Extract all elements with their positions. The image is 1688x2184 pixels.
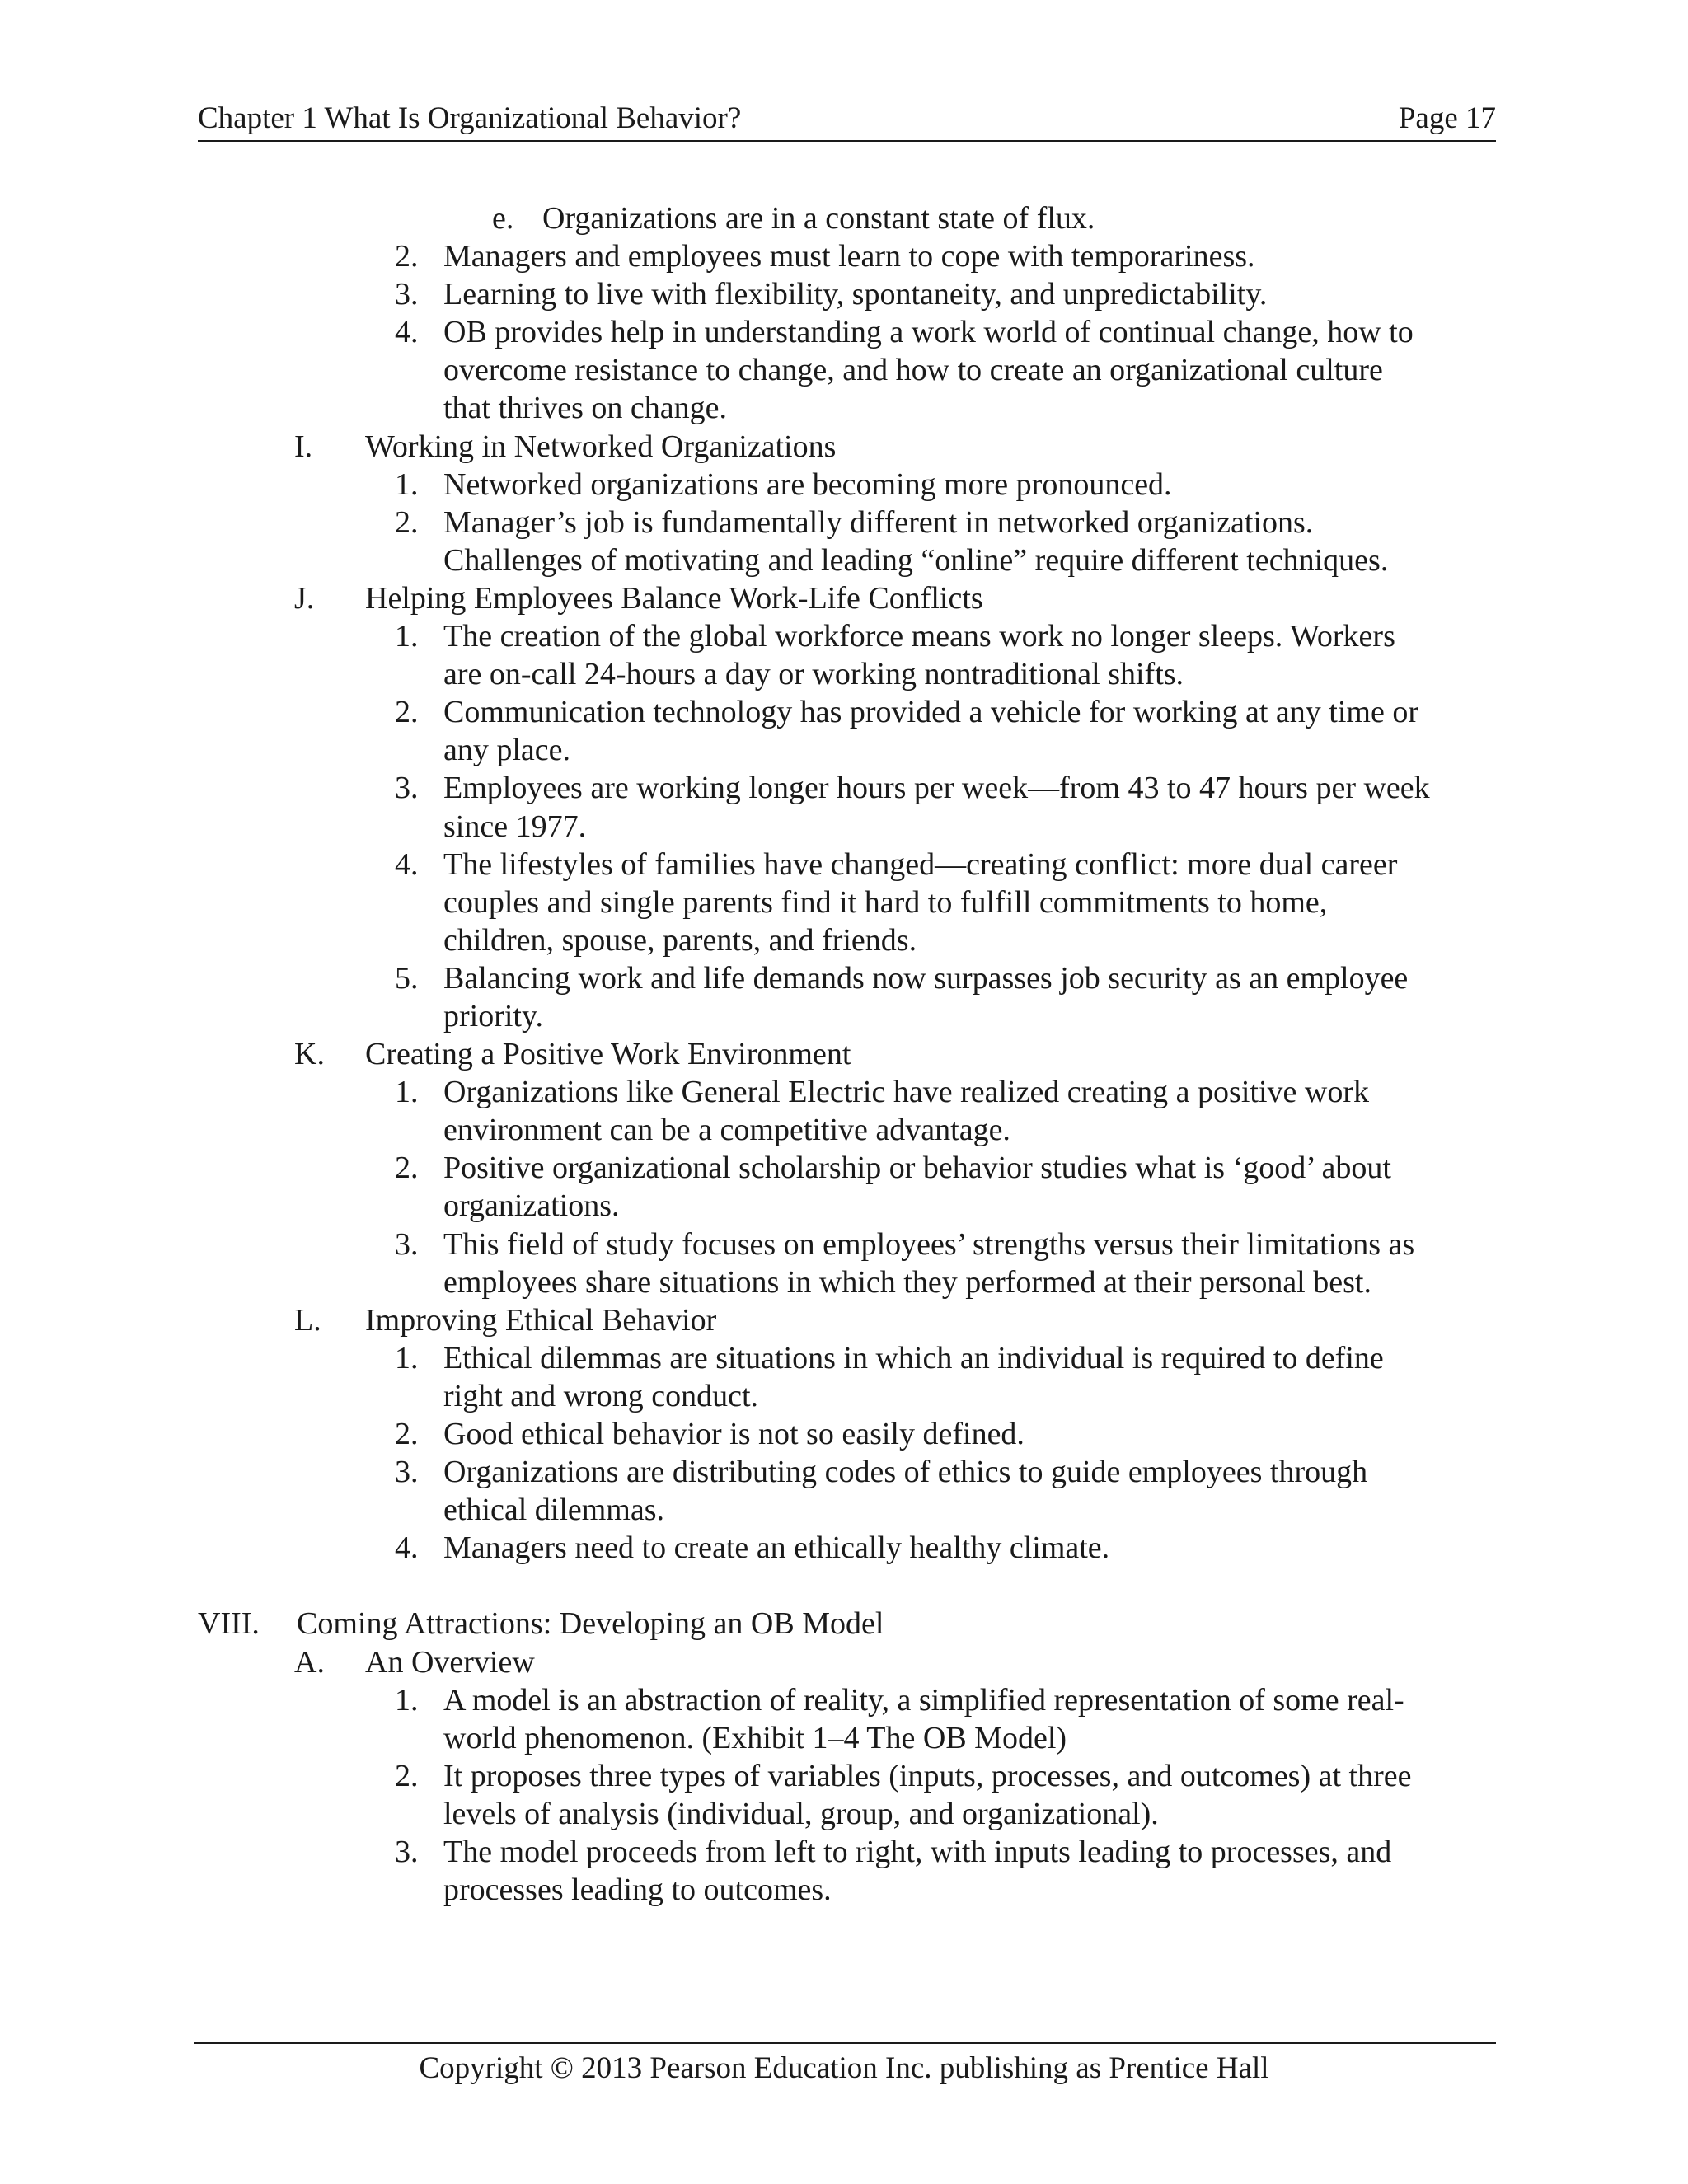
outline-text: since 1977. [443, 808, 587, 844]
outline-text: that thrives on change. [443, 391, 728, 426]
outline-line [0, 655, 1688, 693]
outline-line [0, 1301, 1688, 1339]
copyright-footer: Copyright © 2013 Pearson Education Inc. publishing as Prentice Hall [419, 2051, 1269, 2085]
outline-marker: 2. [395, 1417, 419, 1451]
outline-marker: 1. [395, 1682, 419, 1718]
outline-marker: I. [294, 429, 313, 464]
outline-text: Improving Ethical Behavior [365, 1302, 717, 1338]
outline-text: Communication technology has provided a vehicle for working at any time or [443, 695, 1418, 730]
outline-text: right and wrong conduct. [443, 1378, 759, 1413]
outline-text: couples and single parents find it hard to fulfill commitments to home, [443, 884, 1328, 920]
outline-line [0, 351, 1688, 389]
outline-line [0, 617, 1688, 655]
outline-text: This field of study focuses on employees’ strengths versus their limitations as [443, 1226, 1415, 1262]
outline-line [0, 1111, 1688, 1149]
outline-text: Organizations are distributing codes of ethics to guide employees through [443, 1455, 1368, 1490]
outline-line [0, 389, 1688, 427]
outline-line [0, 199, 1688, 237]
outline-text: Ethical dilemmas are situations in which an individual is required to define [443, 1340, 1384, 1376]
outline-text: processes leading to outcomes. [443, 1872, 832, 1908]
outline-line [0, 1491, 1688, 1529]
outline-text: Challenges of motivating and leading “online” require different techniques. [443, 542, 1389, 578]
outline-line [0, 1453, 1688, 1491]
outline-line [0, 1187, 1688, 1225]
outline-marker: L. [294, 1302, 321, 1338]
outline-line [0, 1263, 1688, 1301]
page-header [198, 97, 1496, 142]
outline-text: Positive organizational scholarship or behavior studies what is ‘good’ about [443, 1151, 1391, 1186]
outline-line [0, 921, 1688, 959]
outline-line [0, 313, 1688, 351]
outline-text: Employees are working longer hours per week—from 43 to 47 hours per week [443, 771, 1430, 806]
outline-marker: 3. [395, 1226, 419, 1262]
outline-text: Networked organizations are becoming more pronounced. [443, 466, 1172, 502]
outline-marker: 3. [395, 1455, 419, 1490]
outline-marker: 1. [395, 1075, 419, 1110]
outline-text: An Overview [365, 1644, 535, 1680]
outline-text: Creating a Positive Work Environment [365, 1037, 851, 1072]
outline-line [0, 1529, 1688, 1567]
outline-marker: 2. [395, 695, 419, 730]
outline-marker: 1. [395, 466, 419, 502]
outline-marker: 3. [395, 277, 419, 312]
outline-line [0, 1073, 1688, 1111]
outline-text: Coming Attractions: Developing an OB Model [297, 1606, 884, 1642]
outline-marker: 3. [395, 771, 419, 806]
outline-text: any place. [443, 733, 571, 768]
outline-marker: 3. [395, 1835, 419, 1870]
outline-marker: 2. [395, 1758, 419, 1793]
outline-marker: A. [294, 1644, 325, 1680]
outline-line [0, 1226, 1688, 1263]
outline-line [0, 1719, 1688, 1757]
outline-marker: 4. [395, 1530, 419, 1566]
outline-line [0, 769, 1688, 807]
outline-marker: VIII. [198, 1606, 260, 1642]
outline-line [0, 1681, 1688, 1719]
outline-marker: 4. [395, 846, 419, 882]
outline-text: ethical dilemmas. [443, 1493, 665, 1528]
outline-text: Good ethical behavior is not so easily defined. [443, 1417, 1025, 1451]
outline-marker: 1. [395, 1340, 419, 1376]
outline-body [0, 199, 1688, 1909]
outline-text: Working in Networked Organizations [365, 429, 837, 464]
outline-line [0, 1339, 1688, 1377]
outline-marker: 5. [395, 960, 419, 996]
outline-line [0, 731, 1688, 769]
outline-line [0, 579, 1688, 617]
outline-marker: K. [294, 1037, 325, 1072]
outline-text: priority. [443, 998, 544, 1033]
outline-text: The creation of the global workforce means work no longer sleeps. Workers [443, 619, 1395, 654]
outline-marker: 2. [395, 239, 419, 274]
chapter-title: Chapter 1 What Is Organizational Behavior? [198, 101, 742, 135]
outline-text: environment can be a competitive advantage. [443, 1113, 1010, 1148]
outline-line [0, 1643, 1688, 1681]
outline-marker: 2. [395, 504, 419, 540]
outline-line [0, 1377, 1688, 1415]
outline-line [0, 959, 1688, 997]
outline-line [0, 1035, 1688, 1073]
outline-text: Managers and employees must learn to cope with temporariness. [443, 239, 1255, 274]
outline-marker: J. [294, 580, 315, 616]
outline-line [0, 846, 1688, 883]
outline-line [0, 693, 1688, 731]
outline-text: employees share situations in which they performed at their personal best. [443, 1264, 1372, 1300]
outline-text: organizations. [443, 1188, 620, 1224]
outline-text: children, spouse, parents, and friends. [443, 922, 917, 958]
outline-text: Learning to live with flexibility, spontaneity, and unpredictability. [443, 277, 1268, 312]
page-number: Page 17 [1398, 101, 1496, 135]
outline-text: The model proceeds from left to right, with inputs leading to processes, and [443, 1835, 1392, 1870]
outline-line [0, 808, 1688, 846]
outline-text: world phenomenon. (Exhibit 1–4 The OB Model) [443, 1720, 1067, 1755]
outline-line [0, 997, 1688, 1035]
outline-line [0, 1415, 1688, 1453]
outline-line [0, 504, 1688, 541]
outline-text: OB provides help in understanding a work world of continual change, how to [443, 315, 1414, 350]
outline-line [0, 428, 1688, 466]
outline-marker: 2. [395, 1151, 419, 1186]
outline-marker: 1. [395, 619, 419, 654]
outline-line [0, 1795, 1688, 1833]
outline-text: Helping Employees Balance Work-Life Conflicts [365, 580, 983, 616]
outline-line [0, 275, 1688, 313]
footer-divider [194, 2042, 1496, 2044]
outline-marker: e. [492, 201, 514, 236]
outline-text: overcome resistance to change, and how to create an organizational culture [443, 353, 1383, 388]
outline-text: It proposes three types of variables (inputs, processes, and outcomes) at three [443, 1758, 1412, 1793]
outline-line [0, 883, 1688, 921]
outline-marker: 4. [395, 315, 419, 350]
outline-text: Organizations are in a constant state of flux. [542, 201, 1095, 236]
outline-line [0, 1149, 1688, 1187]
outline-line [0, 1757, 1688, 1795]
outline-line [0, 466, 1688, 504]
outline-line [0, 541, 1688, 579]
outline-text: Manager’s job is fundamentally different in networked organizations. [443, 504, 1314, 540]
outline-text: are on-call 24-hours a day or working nontraditional shifts. [443, 657, 1184, 692]
outline-line [0, 237, 1688, 275]
outline-text: A model is an abstraction of reality, a simplified representation of some real- [443, 1682, 1404, 1718]
outline-text: Managers need to create an ethically healthy climate. [443, 1530, 1110, 1566]
outline-text: Balancing work and life demands now surpasses job security as an employee [443, 960, 1409, 996]
outline-text: Organizations like General Electric have realized creating a positive work [443, 1075, 1369, 1110]
outline-text: The lifestyles of families have changed—creating conflict: more dual career [443, 846, 1398, 882]
outline-line [0, 1605, 1688, 1643]
outline-line [0, 1833, 1688, 1871]
outline-text: levels of analysis (individual, group, and organizational). [443, 1796, 1159, 1831]
blank-line [0, 1567, 1688, 1605]
outline-line [0, 1871, 1688, 1909]
